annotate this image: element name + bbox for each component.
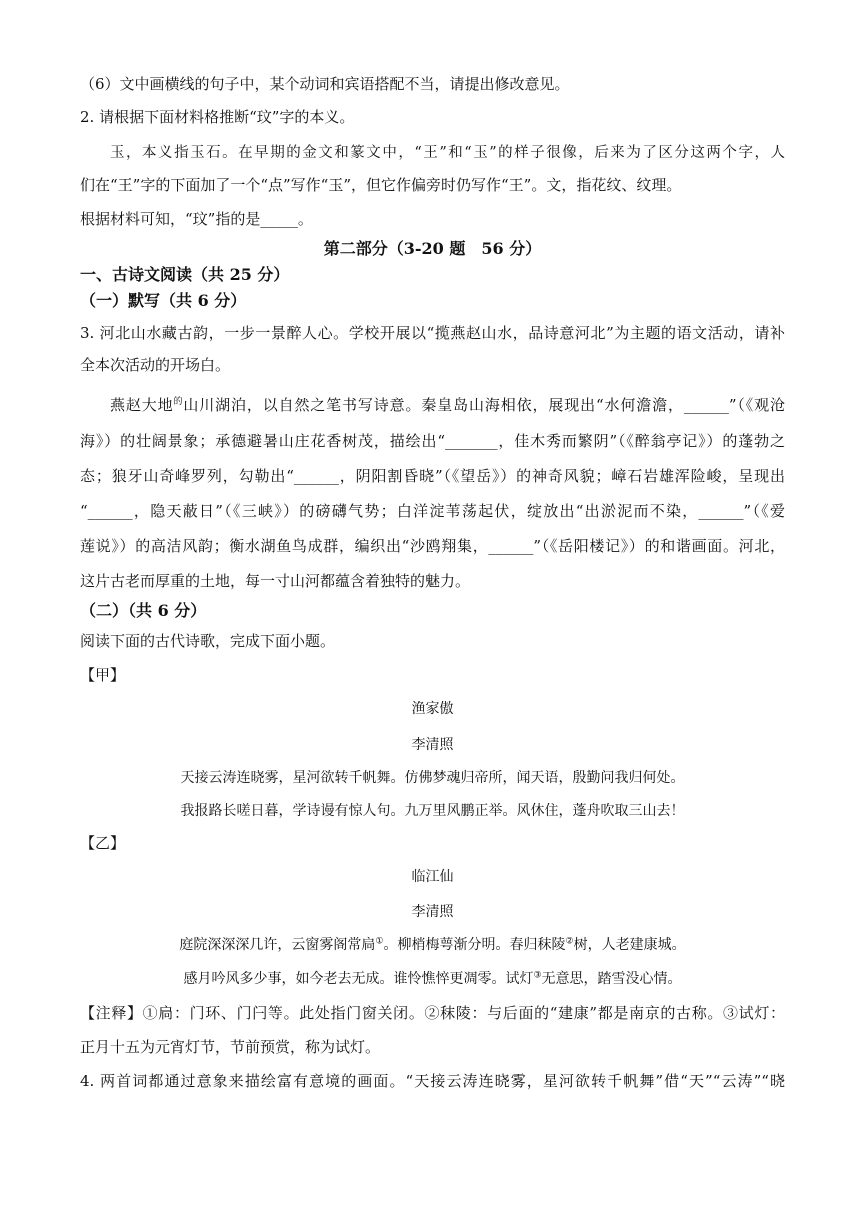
subsection-1-title: （一）默写（共 6 分） bbox=[80, 291, 247, 310]
material-line-2: 们在“王”字的下面加了一个“点”写作“玉”，但它作偏旁时仍写作“王”。文，指花纹、纹理。 bbox=[80, 176, 682, 194]
question-3-line-1: 3. 河北山水藏古韵，一步一景醉人心。学校开展以“揽燕赵山水，品诗意河北”为主题的语文活动，请补 bbox=[80, 324, 785, 342]
poem-2-line-2: 感月吟风多少事，如今老去无成。谁怜憔悴更凋零。试灯③无意思，踏雪没心情。 bbox=[183, 970, 682, 987]
part-2-title: 第二部分（3-20 题 56 分） bbox=[323, 239, 542, 258]
question-2: 2. 请根据下面材料格推断“玟”字的本义。 bbox=[80, 108, 355, 126]
question-3-line-2: 全本次活动的开场白。 bbox=[80, 356, 231, 374]
notes-line-1: 【注释】①扃：门环、门闩等。此处指门窗关闭。②秣陵：与后面的“建康”都是南京的古称。③试灯： bbox=[80, 1004, 785, 1022]
passage-line-1: 燕赵大地$^的$山川湖泊，以自然之笔书写诗意。秦皇岛山海相依，展现出“水何澹澹，______”（《观沧 bbox=[110, 396, 785, 414]
reading-instruction: 阅读下面的古代诗歌，完成下面小题。 bbox=[80, 632, 336, 650]
poem-1-author: 李清照 bbox=[411, 737, 454, 753]
passage-line-2: 海》）的壮阔景象；承德避暑山庄花香树茂，描绘出“_______，佳木秀而繁阴”（《醉翁亭记》）的蓬勃之 bbox=[80, 432, 785, 450]
passage-line-6: 这片古老而厚重的土地，每一寸山河都蕴含着独特的魅力。 bbox=[80, 572, 471, 590]
poem-1-line-1: 天接云涛连晓雾，星河欲转千帆舞。仿佛梦魂归帝所，闻天语，殷勤问我归何处。 bbox=[180, 770, 685, 786]
notes-line-2: 正月十五为元宵灯节，节前预赏，称为试灯。 bbox=[80, 1038, 381, 1056]
passage-line-3: 态；狼牙山奇峰罗列，勾勒出“______，阴阳割昏晓”（《望岳》）的神奇风貌；嶂石岩雄浑险峻，呈现出 bbox=[80, 467, 785, 485]
section-1-title: 一、古诗文阅读（共 25 分） bbox=[80, 265, 290, 284]
material-line-1: 玉，本义指玉石。在早期的金文和篆文中，“王”和“玉”的样子很像，后来为了区分这两个字，人 bbox=[110, 145, 785, 161]
poem-2-title: 临江仙 bbox=[411, 869, 454, 885]
poem-1-title: 渔家傲 bbox=[411, 701, 454, 717]
poem-2-author: 李清照 bbox=[411, 904, 454, 920]
question-4: 4. 两首词都通过意象来描绘富有意境的画面。“天接云涛连晓雾，星河欲转千帆舞”借“天”“云涛”“晓 bbox=[80, 1072, 785, 1090]
subsection-2-title: （二）（共 6 分） bbox=[80, 601, 207, 620]
question-6: （6）文中画横线的句子中，某个动词和宾语搭配不当，请提出修改意见。 bbox=[80, 75, 570, 93]
label-jia: 【甲】 bbox=[80, 666, 126, 684]
passage-line-4: “______，隐天蔽日”（《三峡》）的磅礴气势；白洋淀苇荡起伏，绽放出“出淤泥而不染，______”（《爱 bbox=[80, 502, 785, 520]
label-yi: 【乙】 bbox=[80, 834, 126, 852]
poem-1-line-2: 我报路长嗟日暮，学诗谩有惊人句。九万里风鹏正举。风休住，蓬舟吹取三山去！ bbox=[180, 803, 685, 819]
passage-line-5: 莲说》）的高洁风韵；衡水湖鱼鸟成群，编织出“沙鸥翔集，______”（《岳阳楼记》）的和谐画面。河北， bbox=[80, 537, 785, 555]
poem-2-line-1: 庭院深深深几许，云窗雾阁常扃①。柳梢梅萼渐分明。春归秣陵②树，人老建康城。 bbox=[179, 936, 686, 953]
question-2-answer-line: 根据材料可知，“玟”指的是_____。 bbox=[80, 210, 313, 228]
